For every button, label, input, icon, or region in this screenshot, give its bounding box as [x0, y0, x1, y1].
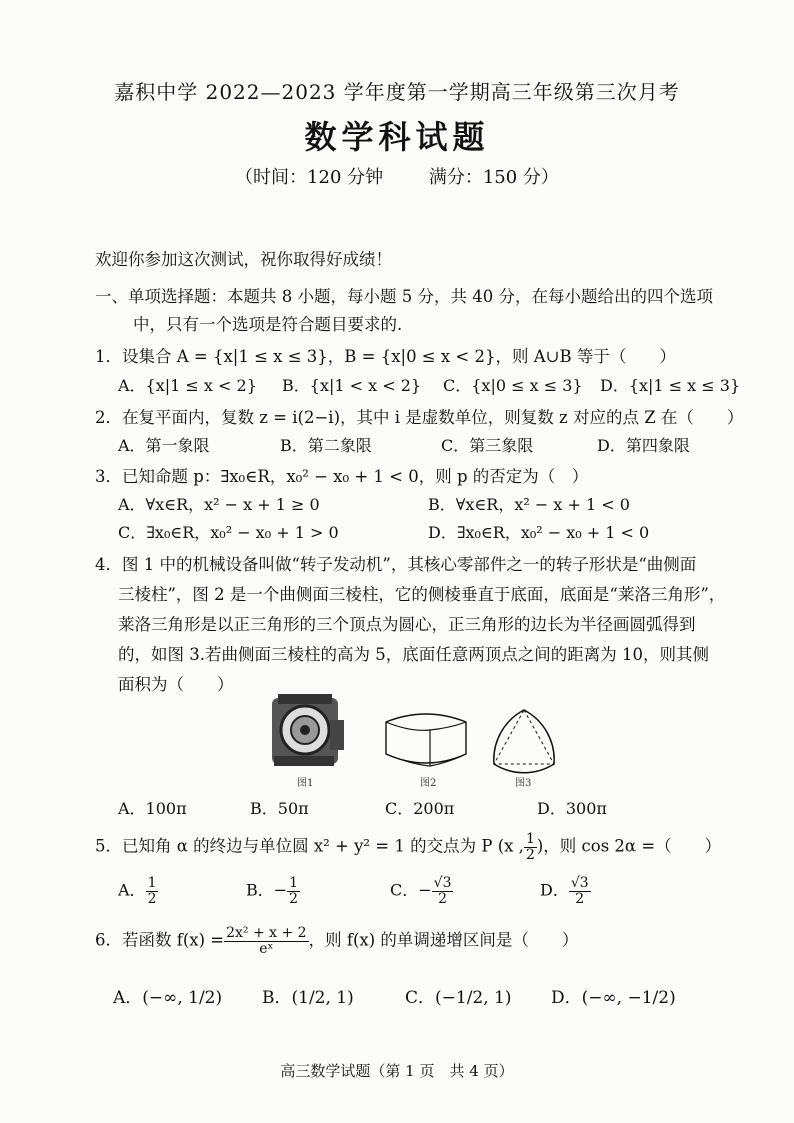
- question-6-option-b: B．(1/2, 1): [262, 988, 354, 1008]
- question-5-option-d: D． $\frac{√3}{2}$: [540, 875, 589, 907]
- section1-line1: 一、单项选择题：本题共 8 小题，每小题 5 分，共 40 分，在每小题给出的四个选项: [95, 287, 713, 306]
- engine-photo-figure: [268, 690, 346, 770]
- school-exam-line: 嘉积中学 2022—2023 学年度第一学期高三年级第三次月考: [114, 80, 680, 104]
- question-5-option-b: B．− $\frac{1}{2}$: [246, 875, 299, 907]
- question-6-option-a: A．(−∞, 1/2): [113, 988, 223, 1008]
- question-6-option-d: D．(−∞, −1/2): [551, 988, 676, 1008]
- question-1-option-d: D．{x|1 ≤ x ≤ 3}: [600, 376, 741, 395]
- question-2-option-d: D．第四象限: [597, 436, 690, 455]
- question-3-option-d: D．∃x₀∈R，x₀² − x₀ + 1 < 0: [428, 523, 650, 542]
- figure-3-label: 图3: [515, 778, 532, 789]
- question-6-option-c: C．(−1/2, 1): [405, 988, 512, 1008]
- question-6-stem-post: ，则 f(x) 的单调递增区间是（ ）: [308, 930, 579, 950]
- question-5-stem-pre: 5．已知角 α 的终边与单位圆 x² + y² = 1 的交点为 P (x ,: [95, 836, 524, 856]
- section1-line2: 中，只有一个选项是符合题目要求的.: [133, 315, 403, 334]
- question-6-function-fraction: $\frac{\text{2x² + x + 2}}{\text{eˣ}}$: [226, 925, 307, 957]
- time-text: （时间：120 分钟: [235, 167, 384, 188]
- question-5-option-c: C．− $\frac{√3}{2}$: [390, 875, 452, 907]
- question-4-line1: 4．图 1 中的机械设备叫做“转子发动机”，其核心零部件之一的转子形状是“曲侧面: [95, 555, 697, 574]
- question-2-option-a: A．第一象限: [118, 436, 210, 455]
- subject-title: 数学科试题: [304, 118, 490, 156]
- question-2-option-b: B．第二象限: [280, 436, 372, 455]
- question-5-stem-post: )，则 cos 2α =（ ）: [536, 836, 722, 856]
- question-4-option-a: A．100π: [118, 799, 187, 818]
- page-footer: 高三数学试题（第 1 页 共 4 页）: [280, 1062, 514, 1080]
- question-1-option-b: B．{x|1 < x < 2}: [282, 376, 422, 395]
- figure-1-label: 图1: [297, 778, 314, 789]
- question-4-line2: 三棱柱”，图 2 是一个曲侧面三棱柱，它的侧棱垂直于底面，底面是“莱洛三角形”，: [118, 585, 726, 604]
- question-4-line4: 的，如图 3.若曲侧面三棱柱的高为 5，底面任意两顶点之间的距离为 10，则其侧: [118, 645, 709, 664]
- question-4-option-b: B．50π: [250, 799, 309, 818]
- question-4-option-d: D．300π: [537, 799, 607, 818]
- figure-2-label: 图2: [420, 778, 437, 789]
- question-6-stem-pre: 6．若函数 f(x) =: [95, 930, 225, 950]
- question-5-stem: [95, 832, 721, 862]
- curved-prism-figure: [380, 708, 472, 774]
- question-5-option-a: A． $\frac{1}{2}$: [118, 875, 157, 907]
- question-4-line5: 面积为（ ）: [118, 675, 234, 694]
- question-3-stem: 3．已知命题 p：∃x₀∈R，x₀² − x₀ + 1 < 0，则 p 的否定为（ ）: [95, 467, 589, 486]
- question-4-line3: 莱洛三角形是以正三角形的三个顶点为圆心，正三角形的边长为半径画圆弧得到: [118, 615, 696, 634]
- question-2-option-c: C．第三象限: [441, 436, 534, 455]
- question-1-option-a: A．{x|1 ≤ x < 2}: [118, 376, 257, 395]
- question-3-option-b: B．∀x∈R，x² − x + 1 < 0: [428, 495, 630, 514]
- question-1-stem: 1．设集合 A = {x|1 ≤ x ≤ 3}，B = {x|0 ≤ x < 2}，则 A∪B 等于（ ）: [95, 347, 676, 366]
- question-6-stem: [95, 926, 578, 956]
- question-4-option-c: C．200π: [385, 799, 455, 818]
- question-1-option-c: C．{x|0 ≤ x ≤ 3}: [443, 376, 583, 395]
- welcome-text: 欢迎你参加这次测试，祝你取得好成绩！: [95, 250, 392, 269]
- time-score-line: [0, 163, 794, 189]
- question-3-option-c: C．∃x₀∈R，x₀² − x₀ + 1 > 0: [118, 523, 339, 542]
- question-5-stem-fraction: $\frac{1}{2}$: [525, 831, 535, 863]
- score-text: 满分：150 分）: [428, 167, 559, 188]
- reuleaux-triangle-figure: [488, 706, 560, 774]
- question-2-stem: 2．在复平面内，复数 z = i(2−i)，其中 i 是虚数单位，则复数 z 对应的点 Z 在（ ）: [95, 408, 744, 427]
- question-3-option-a: A．∀x∈R，x² − x + 1 ≥ 0: [118, 495, 320, 514]
